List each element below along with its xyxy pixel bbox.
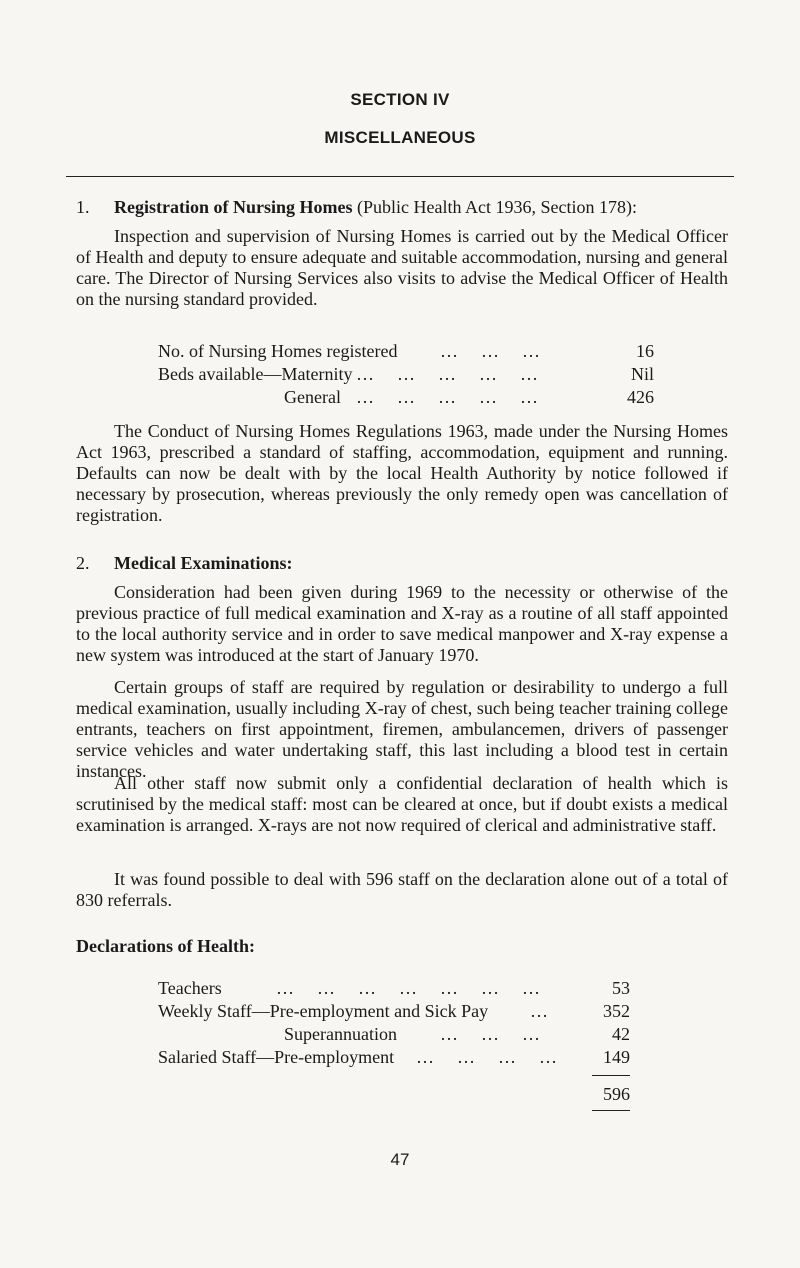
leader-dots: … … … … … [356, 387, 539, 407]
declaration-label: Teachers [158, 978, 222, 998]
stat-row [158, 363, 658, 385]
item2-title: Medical Examinations: [114, 553, 293, 573]
leader-dots: … … … … [416, 1047, 558, 1067]
total-rule-bottom [592, 1110, 630, 1111]
item2-heading [76, 553, 736, 574]
item2-paragraph: It was found possible to deal with 596 staff on the declaration alone out of a total of 830 referrals. [76, 869, 728, 910]
declaration-value: 352 [603, 1001, 630, 1021]
stat-label: No. of Nursing Homes registered [158, 341, 398, 361]
item1-number: 1. [76, 197, 90, 217]
item1-paragraph-2: The Conduct of Nursing Homes Regulations 1963, made under the Nursing Homes Act 1963, prescribed a standard of staffing, accommodation, equipment and running. Defaults can now be dealt with by the local Health Authority by notice followed if necessary by prosecution, whereas previously the only remedy open was cancellation of registration. [76, 421, 728, 525]
declaration-label: Salaried Staff—Pre-employment [158, 1047, 395, 1067]
item2-paragraph: Certain groups of staff are required by regulation or desirability to undergo a full medical examination, usually including X-ray of chest, such being teacher training college entrants, teachers on first appointment, firemen, ambulancemen, drivers of passenger service vehicles and water undertaking staff, this last including a blood test in certain instances. [76, 677, 728, 781]
declaration-row [158, 1000, 630, 1022]
declarations-heading: Declarations of Health: [76, 936, 255, 956]
declaration-row [158, 1023, 630, 1045]
section-title: SECTION IV [350, 90, 450, 109]
item2-number: 2. [76, 553, 90, 573]
declaration-value: 149 [603, 1047, 630, 1067]
leader-dots: … … … [440, 341, 541, 361]
item1-heading [76, 197, 736, 218]
declaration-label: Superannuation [284, 1024, 397, 1044]
stat-value: 16 [636, 341, 654, 361]
leader-dots: … … … … … … … [276, 978, 541, 998]
declaration-value: 42 [612, 1024, 630, 1044]
declaration-row [158, 977, 630, 999]
item2-paragraph: All other staff now submit only a confidential declaration of health which is scrutinised by the medical staff: most can be cleared at once, but if doubt exists a medical examination is arranged. X-rays are not now required of clerical and administrative staff. [76, 773, 728, 835]
stat-value: Nil [630, 364, 654, 384]
item2-paragraph: Consideration had been given during 1969 to the necessity or otherwise of the previous practice of full medical examination and X-ray as a routine of all staff appointed to the local authority service and in order to save medical manpower and X-ray expense a new system was introduced at the start of January 1970. [76, 582, 728, 665]
section-subtitle: MISCELLANEOUS [324, 128, 476, 147]
item1-title: Registration of Nursing Homes [114, 197, 353, 217]
item1-title-suffix: (Public Health Act 1936, Section 178): [356, 197, 637, 217]
stat-value: 426 [627, 387, 654, 407]
declaration-row [158, 1046, 630, 1068]
stat-row [158, 386, 658, 408]
page-number: 47 [390, 1150, 410, 1169]
stat-label: Beds available—Maternity [158, 364, 353, 384]
leader-dots: … … … [440, 1024, 541, 1044]
item1-paragraph-1: Inspection and supervision of Nursing Homes is carried out by the Medical Officer of Health and deputy to ensure adequate and suitable accommodation, nursing and general care. The Director of Nursing Services also visits to advise the Medical Officer of Health on the nursing standard provided. [76, 226, 728, 309]
declaration-total: 596 [603, 1084, 630, 1104]
declaration-label: Weekly Staff—Pre-employment and Sick Pay [158, 1001, 489, 1021]
declaration-total-row [590, 1083, 630, 1105]
header-divider [66, 176, 734, 177]
total-rule-top [592, 1075, 630, 1076]
leader-dots: … [530, 1001, 549, 1021]
stat-label: General [284, 387, 341, 407]
declaration-value: 53 [612, 978, 630, 998]
leader-dots: … … … … … [356, 364, 539, 384]
stat-row [158, 340, 658, 362]
